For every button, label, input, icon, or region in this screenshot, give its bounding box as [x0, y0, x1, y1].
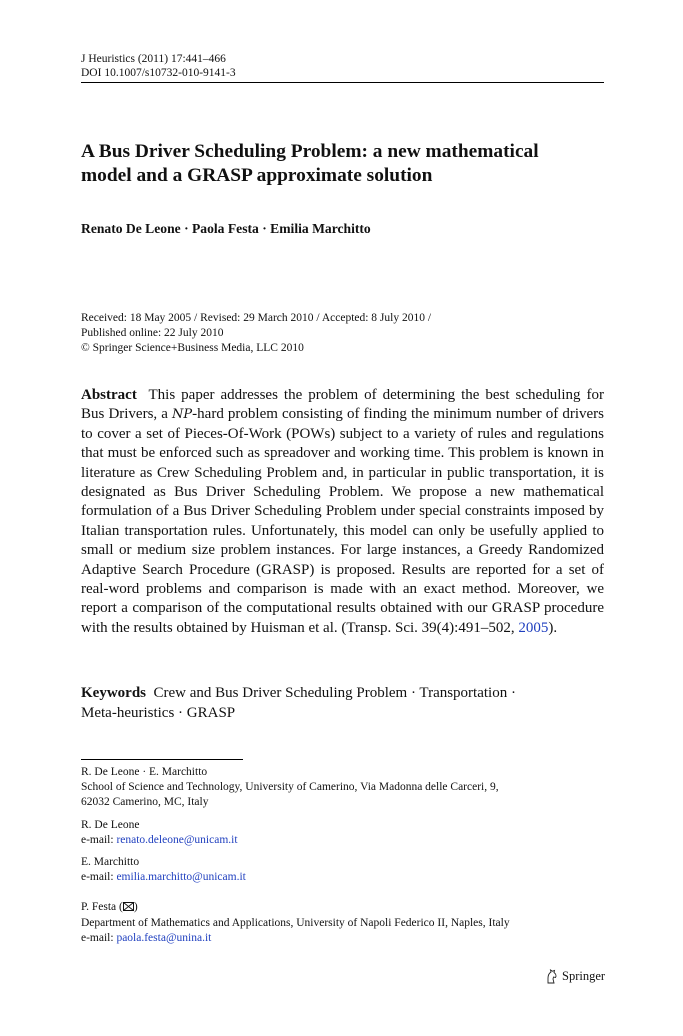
publisher-name: Springer	[562, 969, 606, 983]
affiliation-1-names: R. De Leone · E. Marchitto	[81, 766, 208, 778]
affiliation-1-address-1: School of Science and Technology, University of Camerino, Via Madonna delle Carceri, 9,	[81, 781, 499, 793]
publisher-logo	[545, 969, 605, 984]
dates-line-1: Received: 18 May 2005 / Revised: 29 March 2010 / Accepted: 8 July 2010 /	[81, 312, 432, 324]
affiliation-1	[81, 765, 499, 810]
title-line-1: A Bus Driver Scheduling Problem: a new mathematical	[81, 141, 539, 162]
abstract-text-1: This paper addresses the problem of determining the best scheduling for Bus Drivers, a	[81, 387, 604, 423]
abstract-text-3: ).	[548, 619, 558, 636]
keywords-label: Keywords	[81, 685, 146, 701]
doi: DOI 10.1007/s10732-010-9141-3	[81, 67, 236, 79]
abstract	[81, 386, 604, 638]
keywords-line-2: Meta-heuristics · GRASP	[81, 704, 236, 721]
affiliation-2	[81, 818, 238, 848]
affiliation-4-address: Department of Mathematics and Applications, University of Napoli Federico II, Naples, Italy	[81, 917, 510, 929]
copyright: © Springer Science+Business Media, LLC 2010	[81, 342, 304, 354]
affiliation-3-name: E. Marchitto	[81, 856, 140, 868]
keywords	[81, 684, 604, 723]
journal-header	[81, 52, 236, 80]
affiliation-2-name: R. De Leone	[81, 819, 140, 831]
envelope-icon	[123, 901, 134, 916]
title-line-2: model and a GRASP approximate solution	[81, 165, 433, 186]
email-label: e-mail:	[81, 932, 117, 944]
abstract-label: Abstract	[81, 387, 137, 403]
email-link-marchitto[interactable]: emilia.marchitto@unicam.it	[116, 871, 246, 883]
journal-citation: J Heuristics (2011) 17:441–466	[81, 53, 226, 65]
footnote-rule	[81, 759, 243, 760]
keywords-line-1: Crew and Bus Driver Scheduling Problem · Transportation ·	[153, 685, 516, 701]
citation-link[interactable]: 2005	[518, 619, 549, 636]
email-link-deleone[interactable]: renato.deleone@unicam.it	[116, 834, 238, 846]
affiliation-3	[81, 855, 246, 885]
affiliation-4-name: P. Festa (	[81, 901, 123, 913]
email-link-festa[interactable]: paola.festa@unina.it	[116, 932, 212, 944]
author-list: Renato De Leone · Paola Festa · Emilia Marchitto	[81, 221, 371, 236]
springer-horse-icon	[545, 969, 558, 984]
paper-title	[81, 140, 611, 188]
email-label: e-mail:	[81, 834, 117, 846]
publication-dates	[81, 311, 431, 356]
abstract-text-2: -hard problem consisting of finding the minimum number of drivers to cover a set of Pieces-Of-Work (POWs) subject to a variety of rules and regulations that must be enforced such as spreadover and working time. This problem is known in literature as Crew Scheduling Problem and, in particular in public transportation, it is designated as Bus Driver Scheduling Problem. We propose a new mathematical formulation of a Bus Driver Scheduling Problem under special constraints imposed by Italian transportation rules. Unfortunately, this model can only be usefully applied to small or medium size problem instances. For large instances, a Greedy Randomized Adaptive Search Procedure (GRASP) is proposed. Results are reported for a set of real-word problems and comparison is made with an exact method. Moreover, we report a comparison of the computational results obtained with our GRASP procedure with the results obtained by Huisman et al. (Transp. Sci. 39(4):491–502,	[81, 406, 604, 636]
header-rule	[81, 82, 604, 83]
affiliation-4: P. Festa ( ) Department of Mathematics and Applications, University of Napoli Federico II, Naples, Italy e-mail: paola.festa@unina.it	[81, 901, 510, 944]
affiliation-1-address-2: 62032 Camerino, MC, Italy	[81, 796, 209, 808]
email-label: e-mail:	[81, 871, 117, 883]
np-symbol: NP	[172, 407, 193, 423]
dates-line-2: Published online: 22 July 2010	[81, 327, 224, 339]
